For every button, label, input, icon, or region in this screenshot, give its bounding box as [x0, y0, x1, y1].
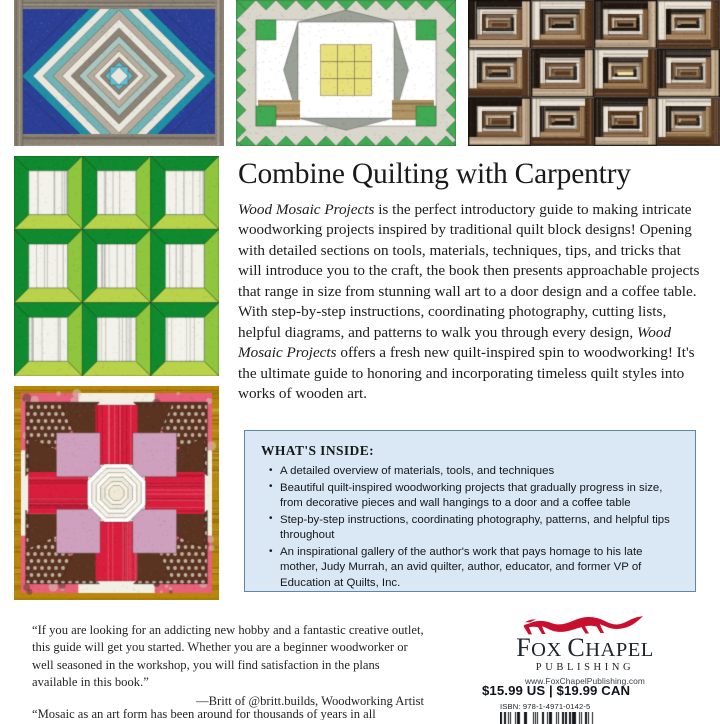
photo-green-attic-window-grid: [14, 156, 219, 376]
book-title-italic-second: Wood Mosaic Projects: [238, 323, 672, 362]
photo-green-yellow-star-quilt-block: [236, 0, 456, 146]
list-item: • An inspirational gallery of the author's work that pays homage to his late mother, Judy Murrah, an avid quilter, author, educator, and former VP of Education at Quilts, Inc.: [269, 545, 681, 591]
price-label: $15.99 US | $19.99 CAN: [482, 683, 631, 698]
book-title-italic-first: Wood Mosaic Projects: [238, 201, 375, 218]
barcode: [500, 712, 710, 724]
photo-diamond-medallion-quilt-block: [14, 0, 224, 146]
publisher-url[interactable]: www.FoxChapelPublishing.com: [524, 676, 645, 687]
testimonial-quote-text: “If you are looking for an addicting new hobby and a fantastic creative outlet, this guide will get you started. Whether you are a beginner woodworker or well seasoned in the workshop, you will find satisfaction in the plans available in this book.”: [32, 623, 424, 689]
isbn-block: [500, 702, 710, 724]
isbn-number: ISBN: 978-1-4971-0142-5: [500, 702, 591, 711]
book-description: [238, 200, 700, 404]
list-item: • Step-by-step instructions, coordinating photography, patterns, and helpful tips throughout: [269, 513, 681, 544]
list-item: • A detailed overview of materials, tools, and techniques: [269, 464, 681, 479]
list-item: • Beautiful quilt-inspired woodworking projects that gradually progress in size, from decorative pieces and wall hangings to a door and a coffee table: [269, 481, 681, 512]
page-headline: Combine Quilting with Carpentry: [238, 158, 631, 190]
whats-inside-title: WHAT'S INSIDE:: [261, 443, 375, 458]
photo-log-cabin-quilt-blocks: [468, 0, 720, 146]
description-part-2: offers a fresh new quilt-inspired spin to woodworking! It's the ultimate guide to honoring and incorporating timeless quilt styles into works of wooden art.: [238, 344, 695, 402]
testimonial-attribution: —Britt of @britt.builds, Woodworking Artist: [196, 694, 424, 708]
publisher-name: FOX CHAPEL: [516, 633, 654, 662]
whats-inside-list: [269, 464, 681, 591]
description-part-1: is the perfect introductory guide to making intricate woodworking projects inspired by traditional quilt block designs! Opening with detailed sections on tools, materials, techniques, tips, and tricks that will introduce you to the craft, the book then presents approachable projects that range in size from stunning wall art to a door design and a coffee table. With step-by-step instructions, coordinating photography, cutting lists, helpful diagrams, and patterns to walk you through every design,: [238, 201, 700, 341]
publisher-subtitle: PUBLISHING: [535, 662, 635, 673]
testimonial-secondary: “Mosaic as an art form has been around for thousands of years in all: [32, 707, 376, 720]
publisher-logo: [470, 612, 700, 687]
photo-pink-brown-octagon-star: [14, 386, 219, 600]
testimonial-primary: [32, 622, 424, 710]
whats-inside-box: [244, 430, 696, 592]
